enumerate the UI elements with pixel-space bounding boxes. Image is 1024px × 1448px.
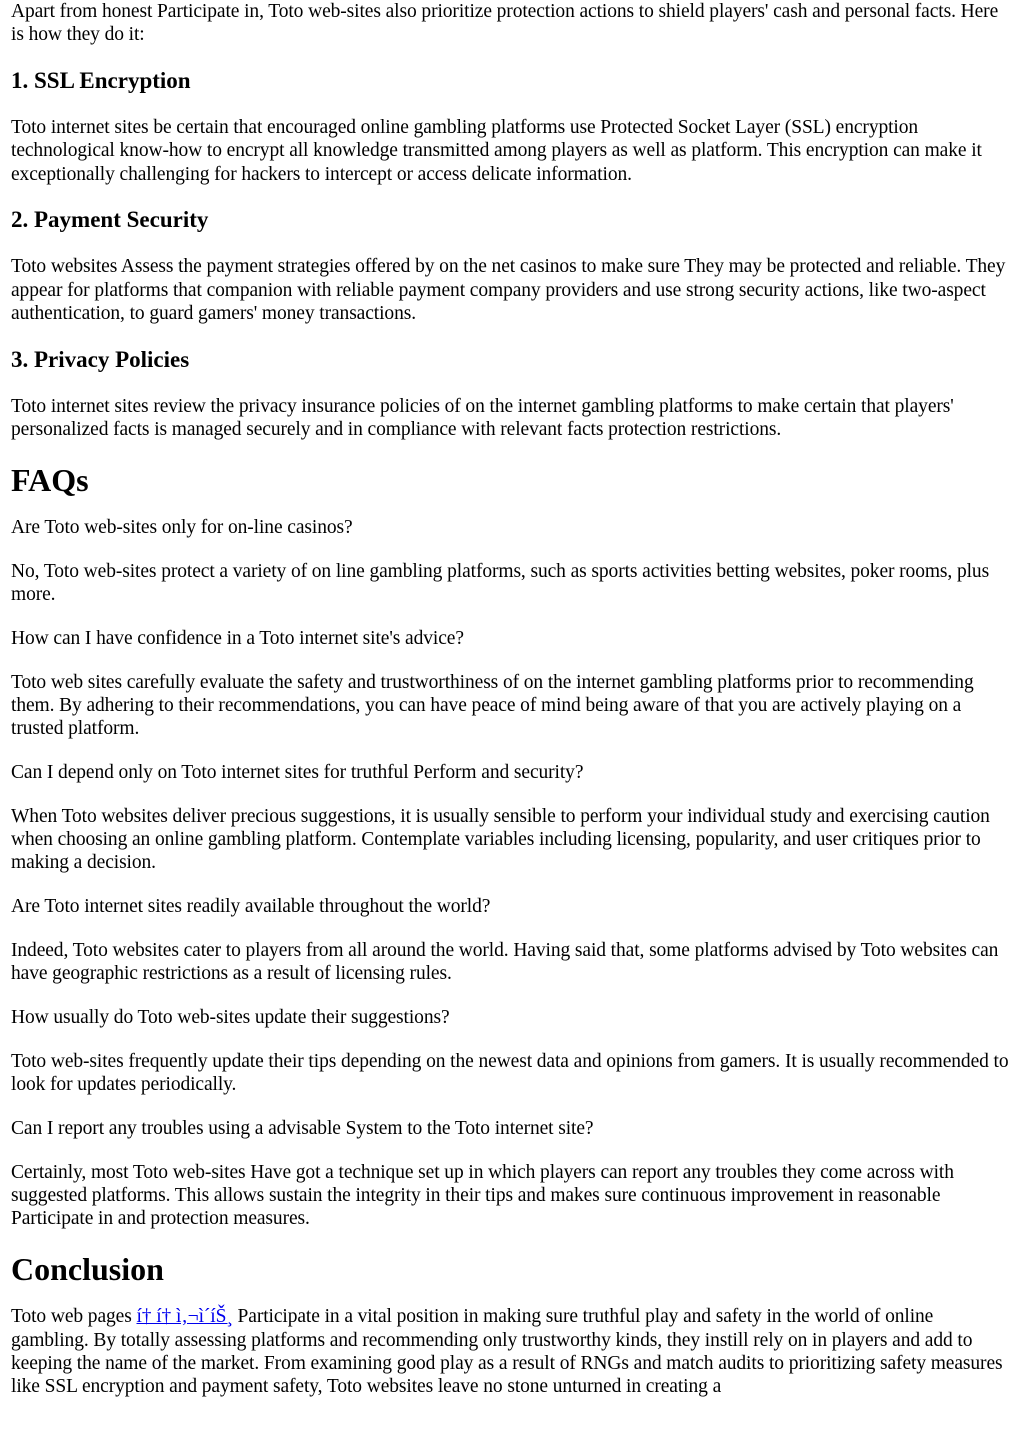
section-body-payment: Toto websites Assess the payment strategies offered by on the net casinos to make sure They may be protected and reliable. They appear for platforms that companion with reliable payment company providers and use strong security actions, like two-aspect authentication, to guard gamers' money transactions.	[11, 256, 1006, 325]
faq-answer: Certainly, most Toto web-sites Have got a technique set up in which players can report any troubles they come across with suggested platforms. This allows sustain the integrity in their tips and makes sure continuous improvement in reasonable Participate in and protection measures.	[11, 1161, 954, 1230]
conclusion-text-before: Toto web pages	[11, 1306, 137, 1328]
faq-question: Are Toto internet sites readily available throughout the world?	[11, 896, 491, 918]
faq-question: How usually do Toto web-sites update their suggestions?	[11, 1007, 450, 1029]
faq-question: Are Toto web-sites only for on-line casinos?	[11, 516, 353, 538]
faq-answer: Toto web sites carefully evaluate the safety and trustworthiness of on the internet gambling platforms prior to recommending them. By adhering to their recommendations, you can have peace of mind being aware of that you are actively playing on a trusted platform.	[11, 671, 974, 740]
conclusion-heading: Conclusion	[11, 1251, 164, 1288]
faq-answer: No, Toto web-sites protect a variety of on line gambling platforms, such as sports activities betting websites, poker rooms, plus more.	[11, 560, 990, 606]
faq-question: How can I have confidence in a Toto internet site's advice?	[11, 627, 464, 649]
section-heading-ssl: 1. SSL Encryption	[11, 68, 191, 94]
section-heading-privacy: 3. Privacy Policies	[11, 346, 190, 372]
faq-heading: FAQs	[11, 461, 89, 498]
faq-question: Can I report any troubles using a advisable System to the Toto internet site?	[11, 1118, 594, 1140]
faq-answer: When Toto websites deliver precious suggestions, it is usually sensible to perform your individual study and exercising caution when choosing an online gambling platform. Contemplate variables including licensing, popularity, and user critiques prior to making a decision.	[11, 805, 990, 874]
section-body-privacy: Toto internet sites review the privacy insurance policies of on the internet gambling platforms to make certain that players' personalized facts is managed securely and in compliance with relevant facts protection restrictions.	[11, 395, 954, 441]
intro-paragraph: Apart from honest Participate in, Toto web-sites also prioritize protection actions to shield players' cash and personal facts. Here is how they do it:	[11, 1, 999, 46]
conclusion-text-after: Participate in a vital position in making sure truthful play and safety in the world of online gambling. By totally assessing platforms and recommending only trustworthy kinds, they instill rely on in players and add to keeping the name of the market. From examining good play as a result of RNGs and match audits to prioritizing safety measures like SSL encryption and payment safety, Toto websites leave no stone unturned in creating a	[11, 1306, 1003, 1398]
conclusion-paragraph	[11, 1305, 1014, 1398]
toto-site-link[interactable]: í† í† ì‚¬ì´íŠ¸	[136, 1306, 233, 1328]
section-body-ssl: Toto internet sites be certain that encouraged online gambling platforms use Protected Socket Layer (SSL) encryption technological know-how to encrypt all knowledge transmitted among players as well as platform. This encryption can make it exceptionally challenging for hackers to intercept or access delicate information.	[11, 117, 982, 185]
faq-question: Can I depend only on Toto internet sites for truthful Perform and security?	[11, 762, 584, 784]
section-heading-payment: 2. Payment Security	[11, 207, 209, 233]
faq-answer: Indeed, Toto websites cater to players from all around the world. Having said that, some platforms advised by Toto websites can have geographic restrictions as a result of licensing rules.	[11, 940, 999, 985]
faq-answer: Toto web-sites frequently update their tips depending on the newest data and opinions from gamers. It is usually recommended to look for updates periodically.	[11, 1050, 1009, 1096]
